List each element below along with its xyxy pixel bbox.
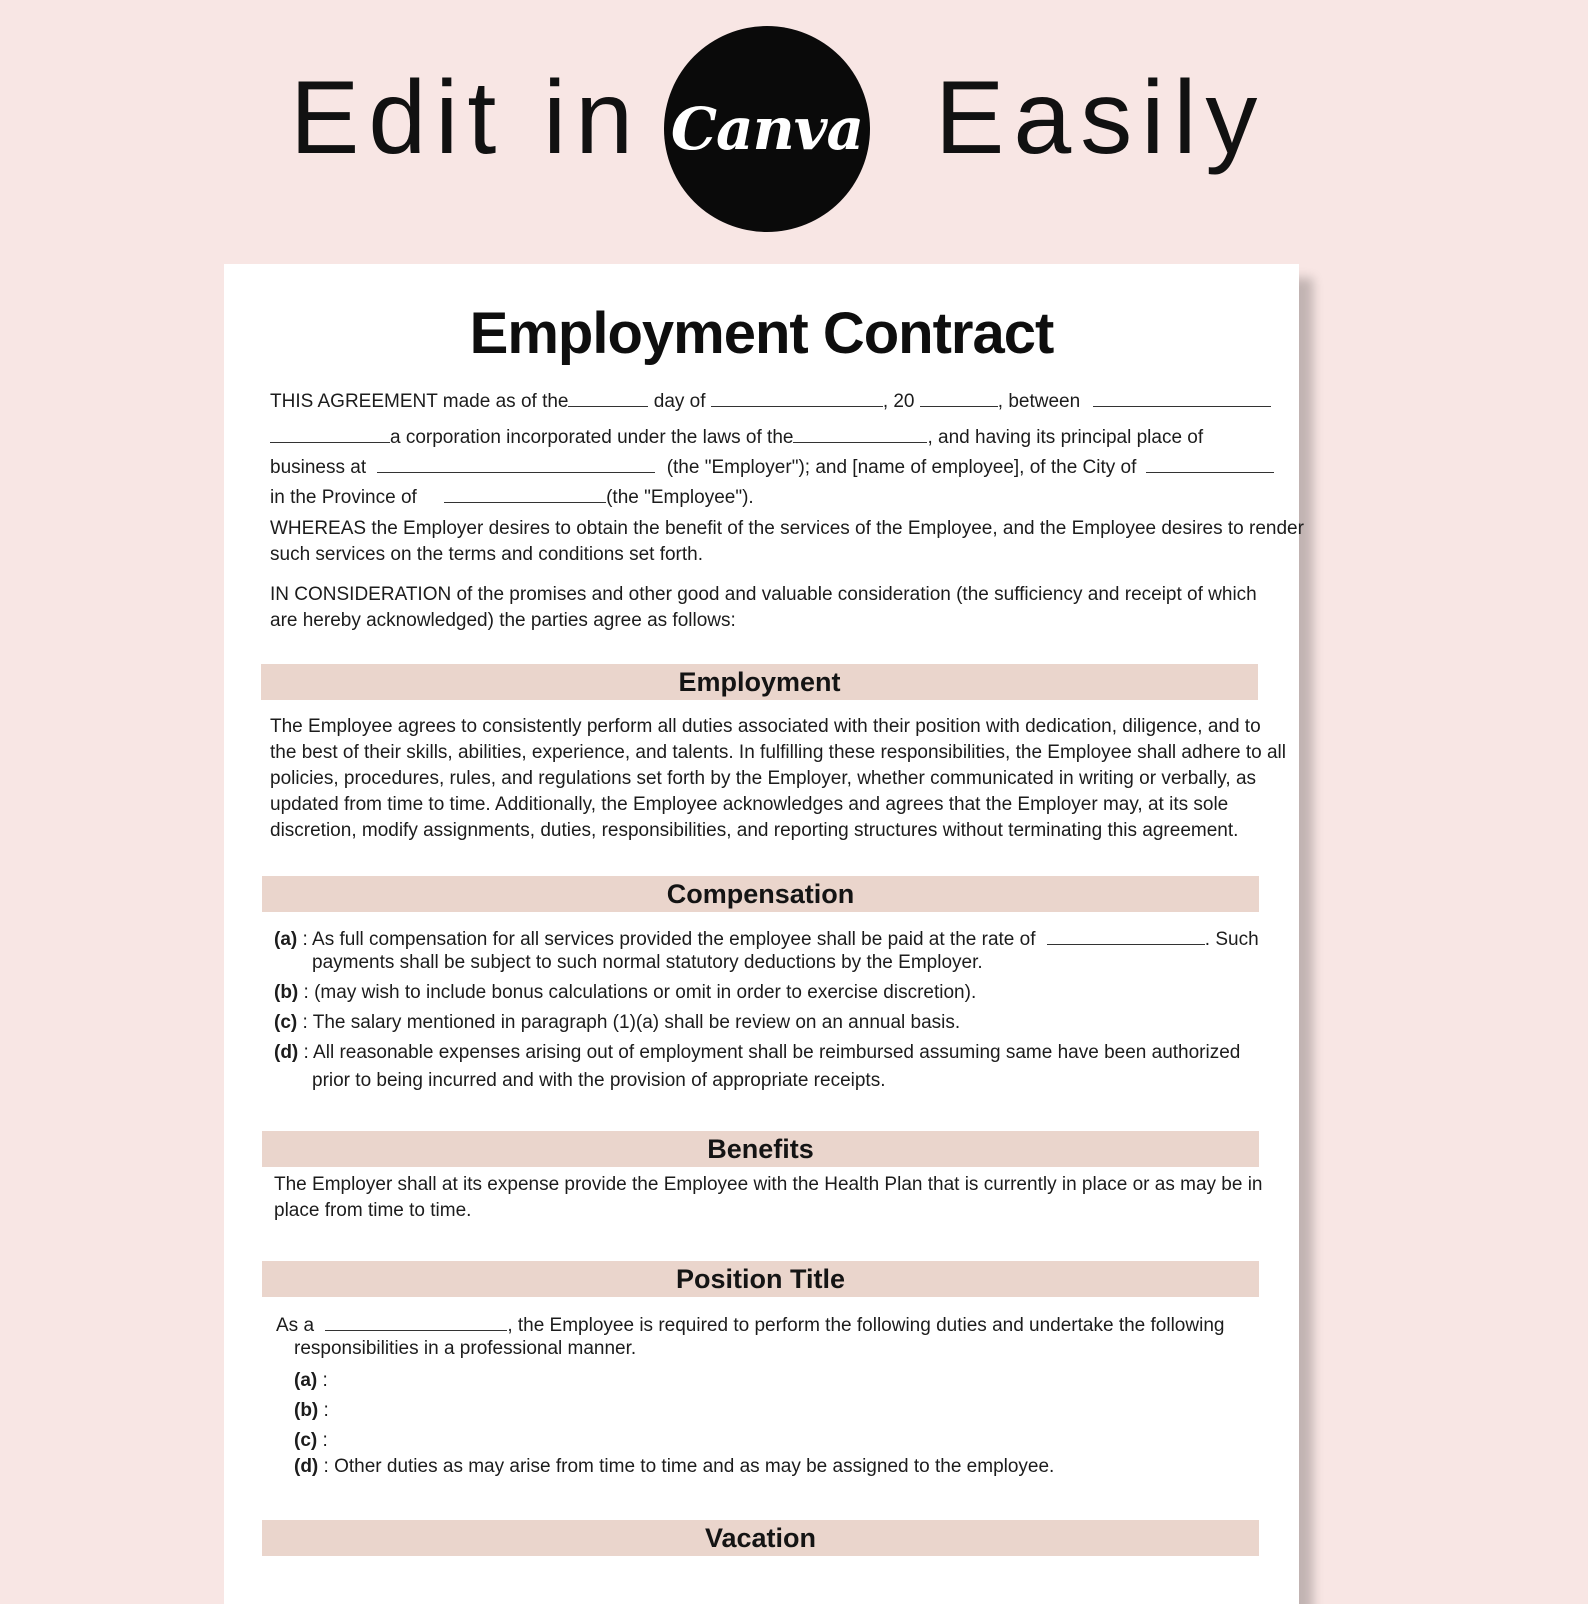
- item-tag: (a): [294, 1370, 318, 1391]
- benefits-line: The Employer shall at its expense provide the Employee with the Health Plan that is currently in place or as may be in: [274, 1174, 1263, 1195]
- item-tag: (d): [294, 1456, 319, 1477]
- city-blank[interactable]: [1146, 452, 1274, 473]
- hero-text-right: Easily: [935, 60, 1267, 176]
- intro-line-1: [270, 386, 1271, 415]
- corporation-blank[interactable]: [270, 422, 390, 443]
- intro-text: business at: [270, 457, 367, 478]
- canva-logo-badge: [664, 26, 870, 232]
- whereas-line-2: such services on the terms and conditions set forth.: [270, 544, 703, 565]
- intro-text: in the Province of: [270, 487, 417, 508]
- item-tag: (d): [274, 1042, 299, 1063]
- intro-line-3: [270, 452, 1274, 481]
- intro-line-4: [270, 482, 754, 511]
- item-tag: (c): [294, 1430, 318, 1451]
- duty-item-a: [294, 1368, 328, 1394]
- intro-text: (the "Employer"); and [name of employee], of the City of: [666, 457, 1137, 478]
- item-tag: (b): [294, 1400, 319, 1421]
- item-tag: (a): [274, 929, 298, 950]
- compensation-item-a-cont: payments shall be subject to such normal statutory deductions by the Employer.: [312, 952, 983, 973]
- compensation-item-b: [274, 980, 976, 1006]
- item-tag: (c): [274, 1012, 298, 1033]
- compensation-item-d: [274, 1040, 1240, 1066]
- compensation-item-d-cont: prior to being incurred and with the provision of appropriate receipts.: [312, 1070, 886, 1091]
- benefits-line: place from time to time.: [274, 1200, 472, 1221]
- intro-text: (the "Employee").: [606, 487, 754, 508]
- item-text: . Such: [1204, 929, 1259, 950]
- employment-line: updated from time to time. Additionally, the Employee acknowledges and agrees that the Employer may, at its sole: [270, 794, 1229, 815]
- section-heading-benefits: Benefits: [262, 1131, 1259, 1167]
- section-heading-employment: Employment: [261, 664, 1258, 700]
- position-title-blank[interactable]: [325, 1310, 507, 1331]
- employer-name-blank[interactable]: [1093, 386, 1271, 407]
- intro-text: , 20: [882, 391, 915, 412]
- section-heading-position-title: Position Title: [262, 1261, 1259, 1297]
- position-text: As a: [276, 1315, 315, 1336]
- rate-blank[interactable]: [1047, 924, 1205, 945]
- day-blank[interactable]: [568, 386, 648, 407]
- contract-document: [224, 264, 1304, 1604]
- intro-line-2: [270, 422, 1203, 451]
- laws-blank[interactable]: [793, 422, 927, 443]
- compensation-item-a: [274, 924, 1259, 953]
- position-line-1: [276, 1310, 1224, 1339]
- section-heading-vacation: Vacation: [262, 1520, 1259, 1556]
- employment-line: The Employee agrees to consistently perform all duties associated with their position with dedication, diligence, and to: [270, 716, 1261, 737]
- duty-item-c: [294, 1428, 328, 1454]
- duty-item-d: [294, 1454, 1054, 1480]
- compensation-item-c: [274, 1010, 960, 1036]
- intro-text: a corporation incorporated under the laws of the: [390, 427, 794, 448]
- consideration-line-1: IN CONSIDERATION of the promises and other good and valuable consideration (the sufficiency and receipt of which: [270, 584, 1257, 605]
- intro-text: , between: [997, 391, 1081, 412]
- position-text: , the Employee is required to perform the following duties and undertake the following: [507, 1315, 1225, 1336]
- item-tag: (b): [274, 982, 299, 1003]
- intro-text: THIS AGREEMENT made as of the: [270, 391, 569, 412]
- year-blank[interactable]: [920, 386, 998, 407]
- employment-line: the best of their skills, abilities, experience, and talents. In fulfilling these responsibilities, the Employee shall adhere to all: [270, 742, 1286, 763]
- province-blank[interactable]: [444, 482, 606, 503]
- month-blank[interactable]: [711, 386, 883, 407]
- item-text: :: [317, 1370, 328, 1391]
- document-title: Employment Contract: [469, 301, 1054, 366]
- item-text: : As full compensation for all services provided the employee shall be paid at the rate of: [297, 929, 1036, 950]
- employment-line: discretion, modify assignments, duties, responsibilities, and reporting structures without terminating this agreement.: [270, 820, 1239, 841]
- item-text: : (may wish to include bonus calculations or omit in order to exercise discretion).: [298, 982, 977, 1003]
- item-text: : All reasonable expenses arising out of employment shall be reimbursed assuming same have been authorized: [298, 1042, 1241, 1063]
- hero-banner: [0, 0, 1588, 240]
- position-line-2: responsibilities in a professional manner.: [294, 1338, 637, 1359]
- intro-text: , and having its principal place of: [927, 427, 1204, 448]
- item-text: : The salary mentioned in paragraph (1)(a) shall be review on an annual basis.: [297, 1012, 961, 1033]
- address-blank[interactable]: [377, 452, 655, 473]
- section-heading-compensation: Compensation: [262, 876, 1259, 912]
- canva-logo-text: Canva: [670, 95, 864, 163]
- whereas-line-1: WHEREAS the Employer desires to obtain the benefit of the services of the Employee, and the Employee desires to render: [270, 518, 1304, 539]
- item-text: :: [318, 1400, 329, 1421]
- hero-text-left: Edit in: [290, 60, 643, 176]
- consideration-line-2: are hereby acknowledged) the parties agree as follows:: [270, 610, 736, 631]
- employment-line: policies, procedures, rules, and regulations set forth by the Employer, whether communicated in writing or verbally, as: [270, 768, 1257, 789]
- intro-text: day of: [653, 391, 706, 412]
- duty-item-b: [294, 1398, 329, 1424]
- item-text: : Other duties as may arise from time to time and as may be assigned to the employee.: [318, 1456, 1055, 1477]
- item-text: :: [317, 1430, 328, 1451]
